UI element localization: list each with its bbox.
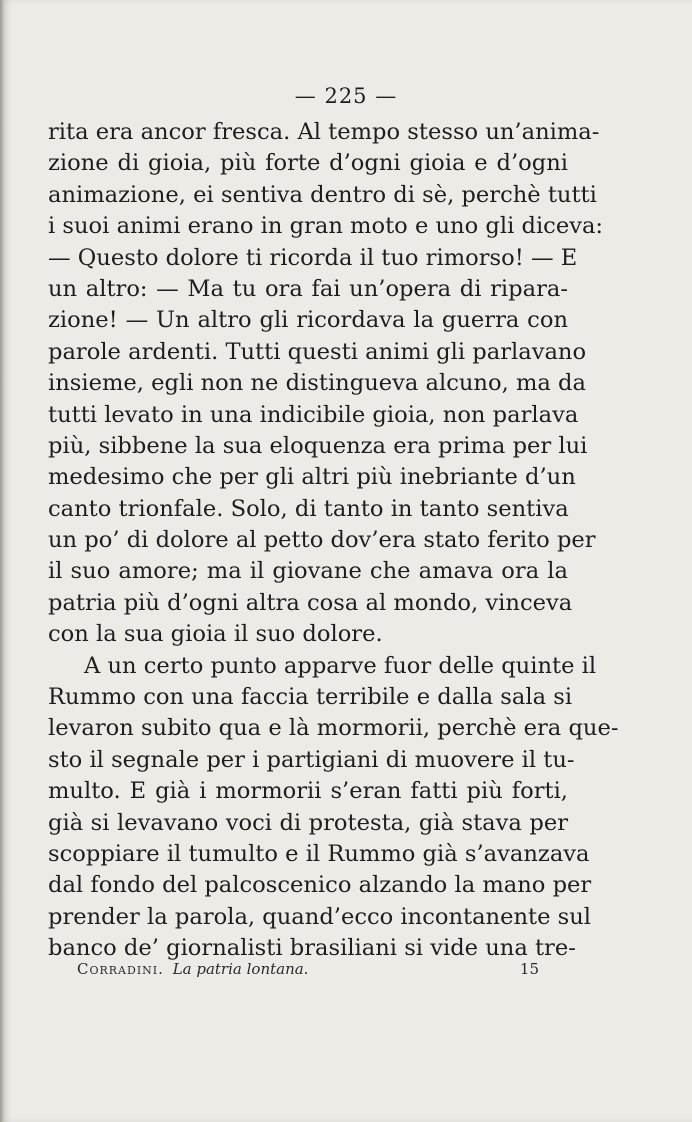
text-line: Rummo con una faccia terribile e dalla sala si	[48, 684, 573, 711]
text-line: insieme, egli non ne distingueva alcuno, ma da	[48, 370, 586, 397]
text-line: medesimo che per gli altri più inebriante d’un	[48, 464, 576, 491]
footer-book-title: La patria lontana.	[172, 960, 309, 978]
footer-author: Corradini.	[77, 960, 164, 978]
text-line: il suo amore; ma il giovane che amava ora la	[48, 558, 568, 585]
text-line: già si levavano voci di protesta, già stava per	[48, 809, 568, 836]
text-line: un po’ di dolore al petto dov’era stato ferito per	[48, 527, 596, 554]
text-line: più, sibbene la sua eloquenza era prima per lui	[48, 432, 588, 459]
text-line: multo. E già i mormorii s’eran fatti più forti,	[48, 778, 568, 805]
text-line: i suoi animi erano in gran moto e uno gli diceva:	[48, 213, 604, 240]
text-line: canto trionfale. Solo, di tanto in tanto sentiva	[48, 495, 569, 522]
page-binding-edge	[0, 0, 5, 1122]
text-line: levaron subito qua e là mormorii, perchè era que-	[48, 715, 619, 742]
text-line: scoppiare il tumulto e il Rummo già s’avanzava	[48, 840, 590, 867]
text-line: prender la parola, quand’ecco incontanente sul	[48, 903, 592, 930]
text-line: tutti levato in una indicibile gioia, non parlava	[48, 401, 579, 428]
text-line: animazione, ei sentiva dentro di sè, perchè tutti	[48, 181, 597, 208]
text-line: sto il segnale per i partigiani di muovere il tu-	[48, 746, 575, 773]
text-line: zione! — Un altro gli ricordava la guerra con	[48, 307, 568, 334]
text-line: parole ardenti. Tutti questi animi gli parlavano	[48, 338, 587, 365]
page-footer	[77, 960, 539, 978]
body-text	[48, 117, 619, 965]
text-line: con la sua gioia il suo dolore.	[48, 621, 383, 648]
text-line: zione di gioia, più forte d’ogni gioia e d’ogni	[48, 150, 568, 177]
text-line: patria più d’ogni altra cosa al mondo, vinceva	[48, 589, 573, 616]
footer-signature-number: 15	[519, 960, 539, 978]
page-number: — 225 —	[294, 84, 398, 108]
text-line: un altro: — Ma tu ora fai un’opera di ripara-	[48, 275, 568, 302]
text-line: — Questo dolore ti ricorda il tuo rimorso! — E	[48, 244, 578, 271]
text-line: rita era ancor fresca. Al tempo stesso un’anima-	[48, 119, 600, 145]
text-line: dal fondo del palcoscenico alzando la mano per	[48, 872, 592, 899]
text-line: A un certo punto apparve fuor delle quinte il	[84, 652, 597, 679]
text-line: banco de’ giornalisti brasiliani si vide una tre-	[48, 935, 576, 962]
